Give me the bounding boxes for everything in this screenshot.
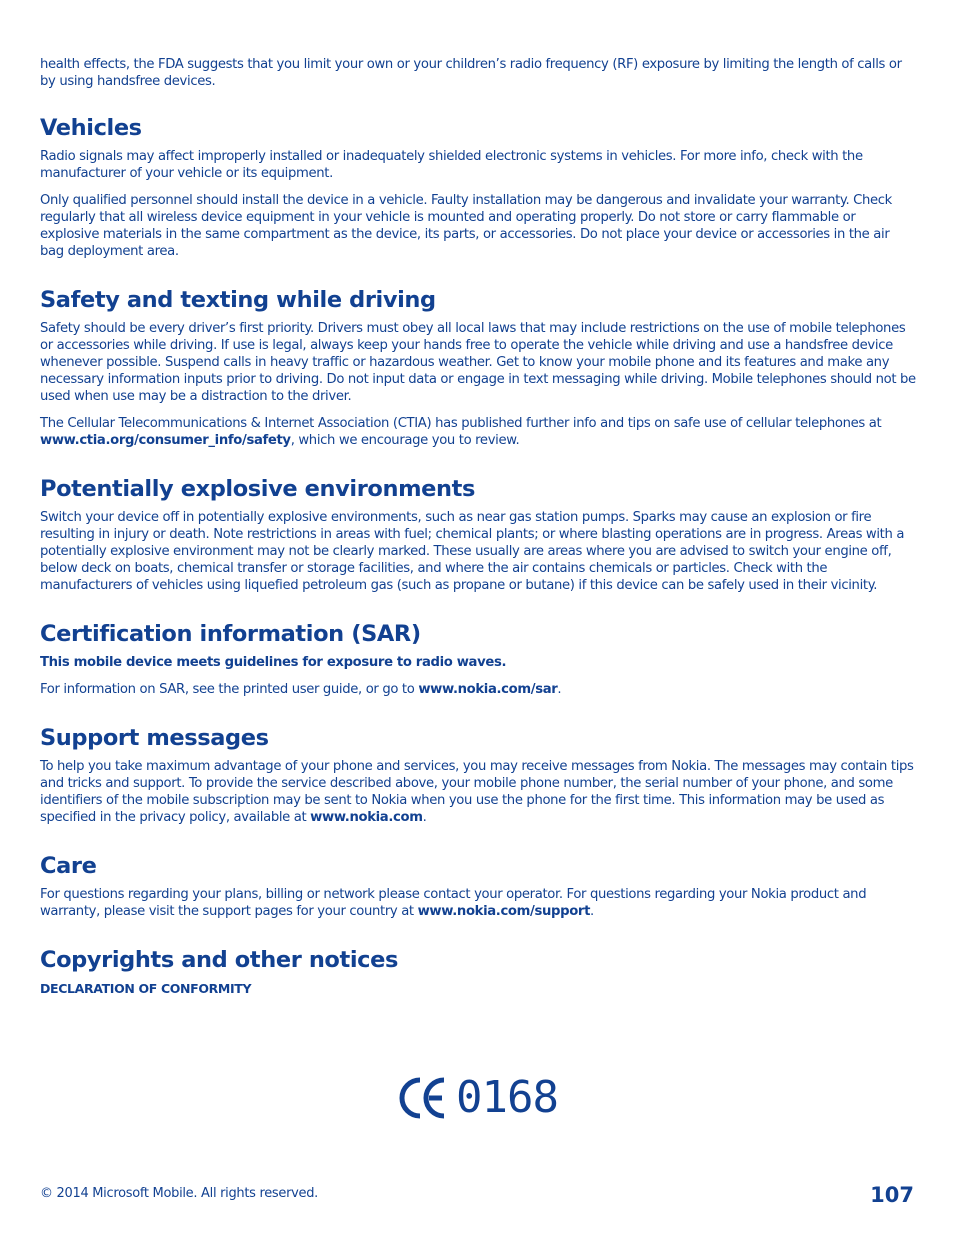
- section-heading-vehicles: Vehicles: [40, 115, 142, 141]
- section-heading-care: Care: [40, 853, 97, 879]
- ce-marking: [398, 1073, 558, 1123]
- driving-p2-text: The Cellular Telecommunications & Internet Association (CTIA) has published further info and tips on safe use of cellular telephones at: [40, 416, 882, 431]
- section-sar: [40, 620, 916, 698]
- driving-paragraph-1: Safety should be every driver’s first priority. Drivers must obey all local laws that may include restrictions on the use of mobile telephones or accessories while driving. If use is legal, always keep your hands free to operate the vehicle while driving and use a handsfree device whenever possible. Suspend calls in heavy traffic or hazardous weather. Get to know your mobile phone and its features and make any necessary information inputs prior to driving. Do not input data or engage in text messaging while driving. Mobile telephones should not be used when use may be a distraction to the driver.: [40, 321, 916, 404]
- explosive-paragraph: Switch your device off in potentially explosive environments, such as near gas station pumps. Sparks may cause an explosion or fire resulting in injury or death. Note restrictions in areas with fuel; chemical plants; or where blasting operations are in progress. Areas with a potentially explosive environment may not be clearly marked. These usually are areas where you are advised to switch your engine off, below deck on boats, chemical transfer or storage facilities, and where the air contains chemicals or particles. Check with the manufacturers of vehicles using liquefied petroleum gas (such as propane or butane) if this device can be safely used in their vicinity.: [40, 510, 905, 593]
- nokia-support-link[interactable]: www.nokia.com/support: [417, 904, 591, 919]
- sar-paragraph: [40, 681, 916, 698]
- ctia-link[interactable]: www.ctia.org/consumer_info/safety: [40, 433, 291, 448]
- sar-text: For information on SAR, see the printed user guide, or go to: [40, 682, 419, 697]
- declaration-of-conformity: DECLARATION OF CONFORMITY: [40, 981, 252, 996]
- sar-tail: .: [557, 682, 562, 697]
- document-body: [40, 56, 916, 1007]
- intro-paragraph: health effects, the FDA suggests that you limit your own or your children’s radio frequency (RF) exposure by limiting the length of calls or by using handsfree devices.: [40, 57, 902, 89]
- driving-p2-tail: , which we encourage you to review.: [290, 433, 520, 448]
- support-tail: .: [422, 810, 427, 825]
- section-heading-explosive: Potentially explosive environments: [40, 476, 475, 502]
- section-heading-driving: Safety and texting while driving: [40, 287, 436, 313]
- support-text: To help you take maximum advantage of your phone and services, you may receive messages from Nokia. The messages may contain tips and tricks and support. To provide the service described above, your mobile phone number, the serial number of your phone, and some identifiers of the mobile subscription may be sent to Nokia when you use the phone for the first time. This information may be used as specified in the privacy policy, available at: [40, 759, 914, 825]
- section-explosive: [40, 475, 916, 594]
- section-heading-sar: Certification information (SAR): [40, 621, 421, 647]
- section-heading-copyrights: Copyrights and other notices: [40, 947, 398, 973]
- care-text: For questions regarding your plans, billing or network please contact your operator. For questions regarding your Nokia product and warranty, please visit the support pages for your country at: [40, 887, 867, 919]
- notified-body-number: 0168: [456, 1072, 558, 1123]
- nokia-link[interactable]: www.nokia.com: [310, 810, 423, 825]
- section-care: [40, 852, 916, 920]
- section-driving: [40, 286, 916, 449]
- vehicles-paragraph-2: Only qualified personnel should install the device in a vehicle. Faulty installation may be dangerous and invalidate your warranty. Check regularly that all wireless device equipment in your vehicle is mounted and operating properly. Do not store or carry flammable or explosive materials in the same compartment as the device, its parts, or accessories. Do not place your device or accessories in the air bag deployment area.: [40, 193, 892, 259]
- driving-paragraph-2: [40, 415, 916, 449]
- sar-bold-line: This mobile device meets guidelines for exposure to radio waves.: [40, 655, 507, 670]
- page-number: 107: [870, 1183, 914, 1207]
- support-paragraph: [40, 758, 916, 826]
- section-vehicles: [40, 114, 916, 260]
- care-paragraph: [40, 886, 916, 920]
- care-tail: .: [590, 904, 594, 919]
- vehicles-paragraph-1: Radio signals may affect improperly installed or inadequately shielded electronic systems in vehicles. For more info, check with the manufacturer of your vehicle or its equipment.: [40, 149, 863, 181]
- section-heading-support: Support messages: [40, 725, 269, 751]
- ce-mark-icon: [398, 1074, 448, 1122]
- footer-copyright: © 2014 Microsoft Mobile. All rights reserved.: [40, 1186, 318, 1201]
- section-support: [40, 724, 916, 826]
- section-copyrights: [40, 946, 916, 997]
- nokia-sar-link[interactable]: www.nokia.com/sar: [418, 682, 558, 697]
